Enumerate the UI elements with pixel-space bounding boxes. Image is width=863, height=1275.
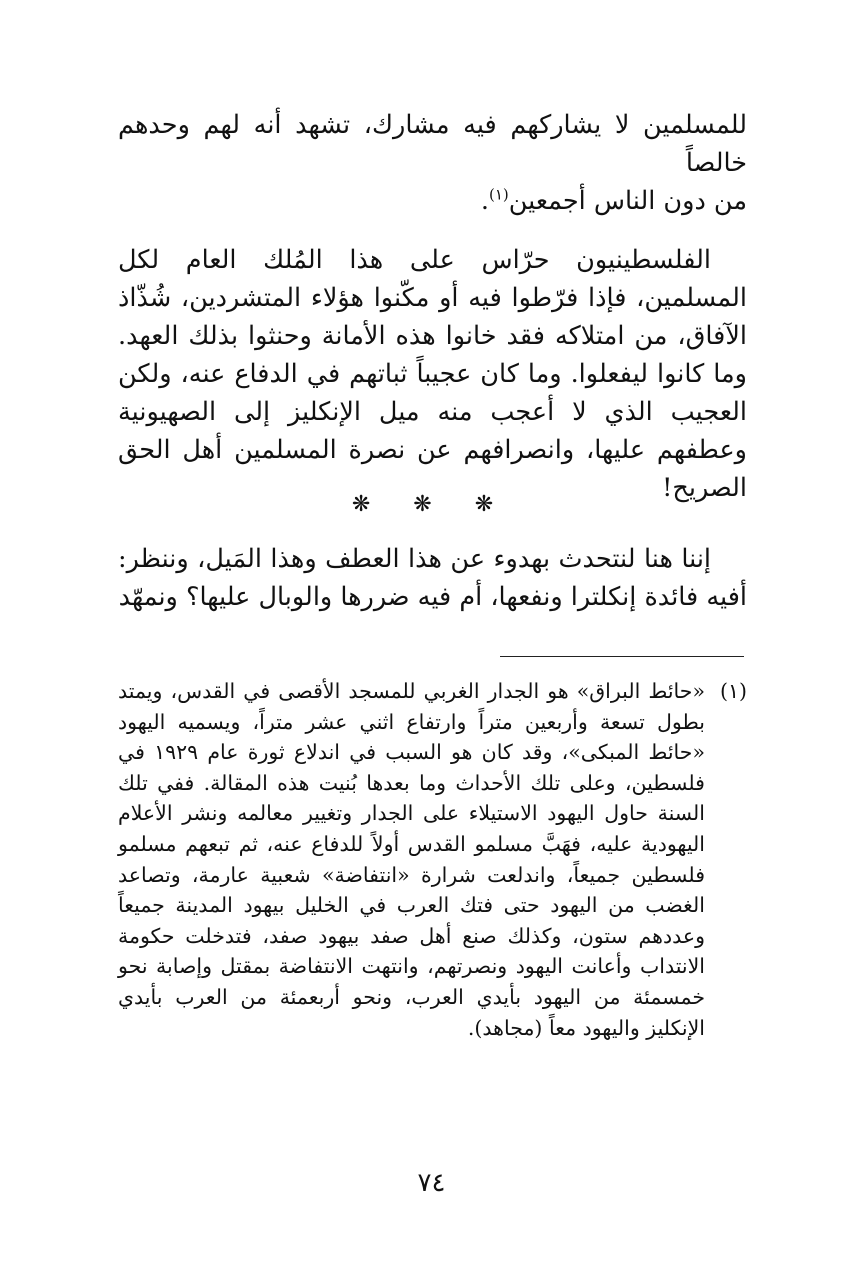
paragraph-3: إننا هنا لنتحدث بهدوء عن هذا العطف وهذا المَيل، وننظر: أفيه فائدة إنكلترا ونفعها، أم فيه ضررها والوبال عليها؟ ونمهّد — [118, 544, 747, 612]
footnote-divider — [500, 656, 744, 657]
footnote-text: «حائط البراق» هو الجدار الغربي للمسجد الأقصى في القدس، ويمتد بطول تسعة وأربعين متراً وارتفاع اثني عشر متراً، ويسميه اليهود «حائط المبكى»، وقد كان هو السبب في اندلاع ثورة عام ١٩٢٩ في فلسطين، وعلى تلك الأحداث وما بعدها بُنيت هذه المقالة. ففي تلك السنة حاول اليهود الاستيلاء على الجدار وتغيير معالمه ونشر الأعلام اليهودية عليه، فهَبَّ مسلمو القدس أولاً للدفاع عنه، ثم تبعهم مسلمو فلسطين جميعاً، واندلعت شرارة «انتفاضة» شعبية عارمة، وتصاعد الغضب من اليهود حتى فتك العرب في الخليل بيهود المدينة جميعاً وعددهم ستون، وكذلك صنع أهل صفد بيهود صفد، فتدخلت حكومة الانتداب وأعانت اليهود ونصرتهم، وانتهت الانتفاضة بمقتل وإصابة نحو خمسمئة من اليهود بأيدي العرب، ونحو أربعمئة من العرب بأيدي الإنكليز واليهود معاً (مجاهد). — [118, 679, 705, 1040]
footnote — [118, 676, 747, 1043]
footnote-number: (١) — [719, 679, 747, 703]
page-number: ٧٤ — [417, 1168, 446, 1198]
paragraph-1-line-2: من دون الناس أجمعين — [508, 186, 747, 216]
section-separator: ❋ ❋ ❋ — [351, 492, 512, 517]
paragraph-1-line-1: للمسلمين لا يشاركهم فيه مشارك، تشهد أنه لهم وحدهم خالصاً — [118, 110, 747, 178]
paragraph-1-end: . — [480, 186, 489, 216]
main-text-continued — [118, 540, 747, 637]
main-text — [118, 106, 747, 528]
paragraph-2: الفلسطينيون حرّاس على هذا المُلك العام لكل المسلمين، فإذا فرّطوا فيه أو مكّنوا هؤلاء المتشردين، شُذّاذ الآفاق، من امتلاكه فقد خانوا هذه الأمانة وحنثوا بذلك العهد. وما كانوا ليفعلوا. وما كان عجيباً ثباتهم في الدفاع عنه، ولكن العجيب الذي لا أعجب منه ميل الإنكليز إلى الصهيونية وعطفهم عليها، وانصرافهم عن نصرة المسلمين أهل الحق الصريح! — [118, 245, 747, 503]
paragraph-1 — [118, 106, 747, 220]
footnote-reference[interactable]: (١) — [488, 185, 509, 204]
